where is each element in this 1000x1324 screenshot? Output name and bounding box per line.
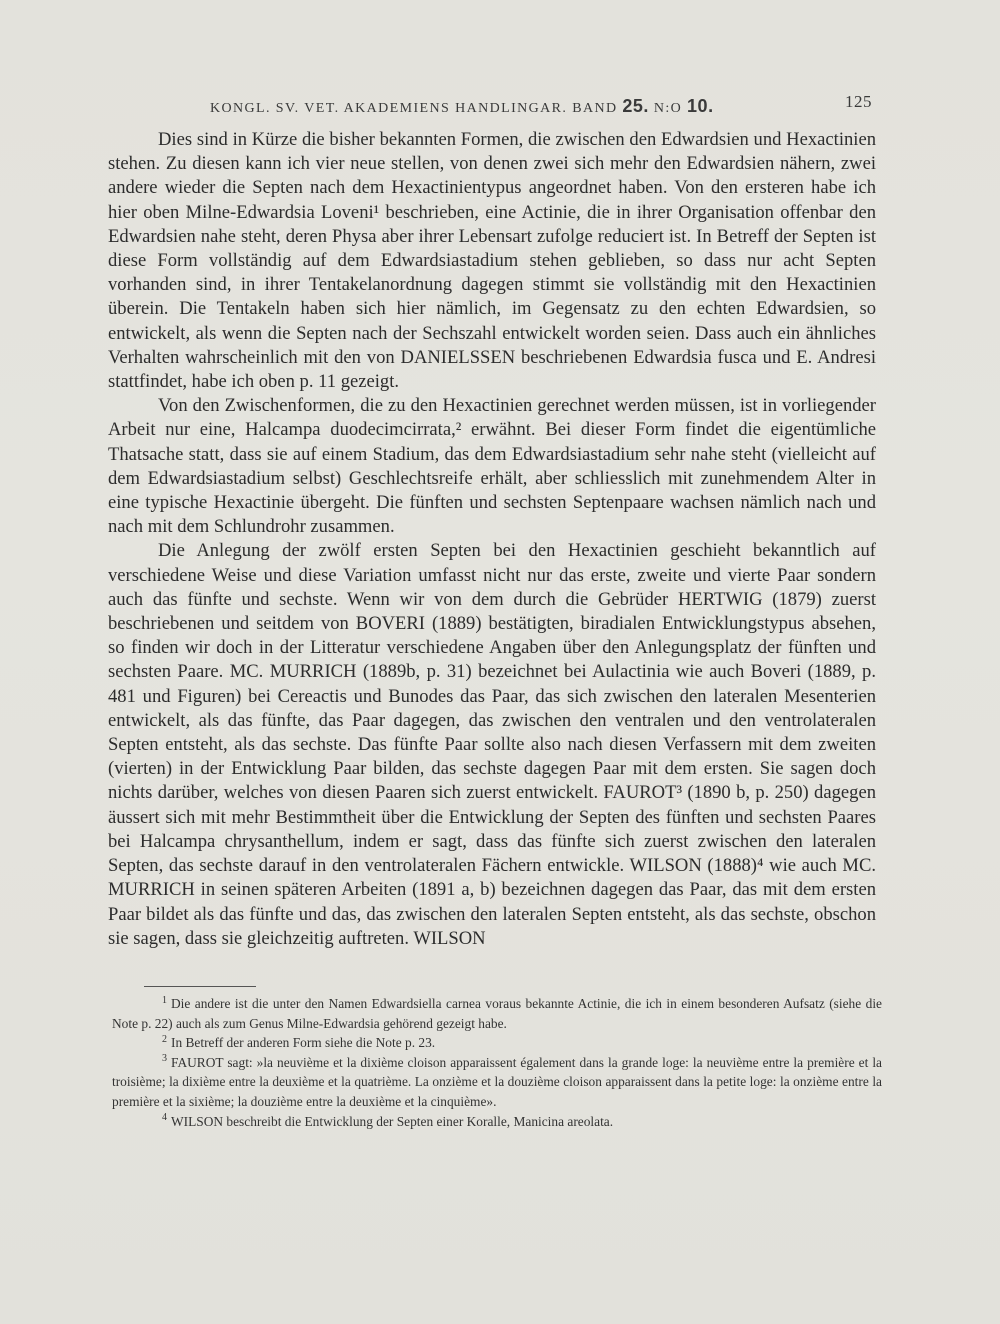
- issue-number: 10.: [687, 96, 714, 116]
- volume-number: 25.: [622, 96, 649, 116]
- footnote-4: [112, 1112, 882, 1132]
- footnote-text: In Betreff der anderen Form siehe die Note p. 23.: [171, 1035, 436, 1051]
- footnote-text: WILSON beschreibt die Entwicklung der Septen einer Koralle, Manicina areolata.: [171, 1113, 614, 1129]
- footnote-mark: 1: [162, 994, 167, 1006]
- number-label: N:O: [653, 101, 683, 116]
- body-text: [108, 128, 876, 951]
- footnote-mark: 3: [162, 1053, 167, 1065]
- footnote-mark: 2: [162, 1033, 167, 1045]
- footnote-mark: 4: [162, 1112, 167, 1124]
- footnote-text: Die andere ist die unter den Namen Edwardsiella carnea voraus bekannte Actinie, die ich in einem besonderen Aufsatz (siehe die Note p. 22) auch als zum Genus Milne-Edwardsia gehörend gezeigt habe.: [112, 996, 882, 1031]
- footnote-divider: [144, 986, 256, 987]
- page-number: 125: [845, 92, 872, 111]
- running-title: KONGL. SV. VET. AKADEMIENS HANDLINGAR. BAND 25. N:O 10.: [210, 96, 714, 116]
- footnote-text: FAUROT sagt: »la neuvième et la dixième cloison apparaissent également dans la grande loge: la neuvième entre la première et la troisième; la dixième entre la deuxième et la quatrième. La onzième et la douzième cloison apparaissent dans la petite loge: la onzième entre la première et la sixième; la douzième entre la deuxième et la cinquième».: [112, 1054, 882, 1109]
- paragraph-2: Von den Zwischenformen, die zu den Hexactinien gerechnet werden müssen, ist in vorliegender Arbeit nur eine, Halcampa duodecimcirrata,² erwähnt. Bei dieser Form findet die eigentümliche Thatsache statt, dass sie auf einem Stadium, das dem Edwardsiastadium sehr nahe steht (vielleicht auf dem Edwardsiastadium selbst) Geschlechtsreife erhält, aber schliesslich mit zunehmendem Alter in eine typische Hexactinie übergeht. Die fünften und sechsten Septenpaare wachsen nämlich nach und nach mit dem Schlundrohr zusammen.: [108, 395, 876, 538]
- footnote-3: [112, 1053, 882, 1112]
- paragraph-1: Dies sind in Kürze die bisher bekannten Formen, die zwischen den Edwardsien und Hexactinien stehen. Zu diesen kann ich vier neue stellen, von denen zwei sich mehr den Edwardsien nähern, zwei andere wieder die Septen nach dem Hexactinientypus angeordnet haben. Von den ersteren habe ich hier oben Milne-Edwardsia Loveni¹ beschrieben, eine Actinie, die in ihrer Organisation offenbar den Edwardsien nahe steht, deren Physa aber ihrer Lebensart zufolge reduciert ist. In Betreff der Septen ist diese Form vollständig auf dem Edwardsiastadium stehen geblieben, so dass nur acht Septen vorhanden sind, in ihrer Tentakelanordnung dagegen stimmt sie vollständig mit den Hexactinien überein. Die Tentakeln haben sich hier nämlich, im Gegensatz zu den echten Edwardsien, so entwickelt, als wenn die Septen nach der Sechszahl entwickelt worden seien. Dass auch ein ähnliches Verhalten wahrscheinlich mit den von DANIELSSEN beschriebenen Edwardsia fusca und E. Andresi stattfindet, habe ich oben p. 11 gezeigt.: [108, 129, 876, 393]
- footnote-1: [112, 994, 882, 1033]
- footnote-2: [112, 1033, 882, 1053]
- paragraph-3: Die Anlegung der zwölf ersten Septen bei den Hexactinien geschieht bekanntlich auf verschiedene Weise und diese Variation umfasst nicht nur das erste, zweite und vierte Paar sondern auch das fünfte und sechste. Wenn wir von dem durch die Gebrüder HERTWIG (1879) zuerst beschriebenen und seitdem von BOVERI (1889) bestätigten, biradialen Entwicklungstypus absehen, so finden wir doch in der Litteratur verschiedene Angaben über den Anlegungsplatz der fünften und sechsten Paare. MC. MURRICH (1889b, p. 31) bezeichnet bei Aulactinia wie auch Boveri (1889, p. 481 und Figuren) bei Cereactis und Bunodes das Paar, das sich zwischen den lateralen Mesenterien entwickelt, als das fünfte, das Paar dagegen, das zwischen den ventralen und den ventrolateralen Septen entsteht, als das sechste. Das fünfte Paar sollte also nach diesen Verfassern mit dem zweiten (vierten) in der Entwicklung Paar bilden, das sechste dagegen Paar mit dem ersten. Sie sagen doch nichts darüber, welches von diesen Paaren sich zuerst entwickelt. FAUROT³ (1890 b, p. 250) dagegen äussert sich mit mehr Bestimmtheit über die Entwicklung der Septen des fünften und sechsten Paares bei Halcampa chrysanthellum, indem er sagt, dass das fünfte sich zuerst zwischen den lateralen Septen, das sechste darauf in den ventrolateralen Fächern entwickle. WILSON (1888)⁴ wie auch MC. MURRICH in seinen späteren Arbeiten (1891 a, b) bezeichnen dagegen das Paar, das mit dem ersten Paar bildet als das fünfte und das, das zwischen den lateralen Septen entsteht, als das sechste, obschon sie sagen, dass sie gleichzeitig auftreten. WILSON: [108, 540, 876, 949]
- footnotes: [112, 994, 882, 1131]
- running-header: [210, 92, 872, 116]
